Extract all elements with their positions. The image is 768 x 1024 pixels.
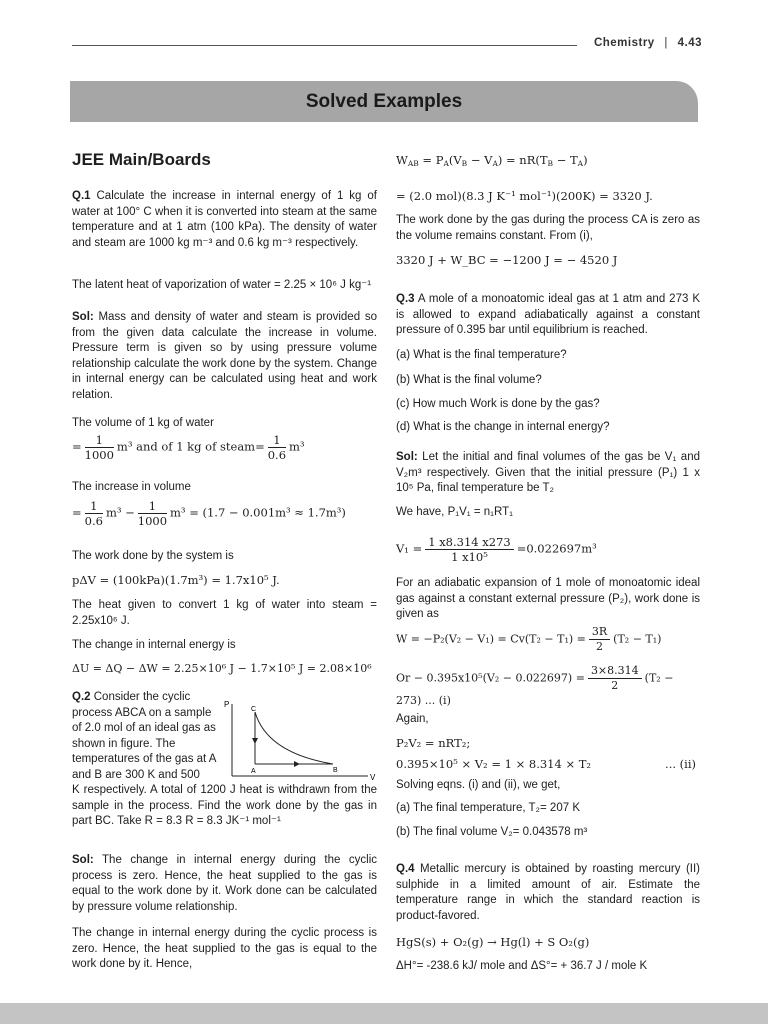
banner-title: Solved Examples xyxy=(305,90,463,112)
q4-label: Q.4 xyxy=(396,863,415,875)
q3-block xyxy=(396,292,700,339)
or-tail: (T₂ − 273) ... (i) xyxy=(396,671,674,707)
sol1-block xyxy=(72,310,377,403)
v-axis-label: V xyxy=(370,773,376,782)
q3-b: (b) What is the final volume? xyxy=(396,374,542,386)
point-b-label: B xyxy=(333,767,338,774)
pv-cycle-diagram xyxy=(222,698,378,784)
sol1-label: Sol: xyxy=(72,311,94,323)
wab-equation: $W_{AB} = P_A(V_B - V_A) = nR(T_B - T_A)$ xyxy=(396,153,588,168)
solved-examples-banner xyxy=(70,81,698,122)
change-equation: ΔU = ΔQ − ΔW = 2.25×10⁶ J − 1.7×10⁵ J = 2.08×10⁶ xyxy=(72,662,372,675)
answer-a: (a) The final temperature, T₂= 207 K xyxy=(396,802,580,814)
arrow-ab xyxy=(294,761,300,767)
wab-result: = (2.0 mol)(8.3 J K⁻¹ mol⁻¹)(200K) = 3320 J. xyxy=(396,189,653,203)
or-num: 3×8.314 xyxy=(588,664,642,679)
arrow-ca xyxy=(252,738,258,744)
thermo-values: ΔH°= -238.6 kJ/ mole and ΔS°= + 36.7 J / mole K xyxy=(396,960,648,972)
point-a-label: A xyxy=(251,768,256,775)
q4-block xyxy=(396,862,700,924)
eq2-tag: ... (ii) xyxy=(665,757,696,771)
have-equation: We have, P₁V₁ = n₁RT₁ xyxy=(396,506,514,518)
sol2-text: The change in internal energy during the cyclic process is zero. Hence, the heat supplied to the gas is equal to the work done by it. Work done can be calculated by pressure volume relationship. xyxy=(72,854,377,913)
w-tail: (T₂ − T₁) xyxy=(613,632,662,646)
v1-rhs: =0.022697m³ xyxy=(516,541,597,556)
p2v2-equation: P₂V₂ = nRT₂; xyxy=(396,736,471,750)
p-axis-label: P xyxy=(224,700,230,709)
q3-d: (d) What is the change in internal energy? xyxy=(396,421,610,433)
or-equation xyxy=(396,664,700,709)
q3-text: A mole of a monoatomic ideal gas at 1 atm and 273 K is allowed to expand adiabatically against a constant pressure of 0.395 bar until equilibrium is reached. xyxy=(396,293,700,336)
wbc-equation: 3320 J + W_BC = −1200 J = − 4520 J xyxy=(396,253,618,267)
sol3-block xyxy=(396,450,700,497)
ca-text: The work done by the gas during the process CA is zero as the volume remains constant. From (i), xyxy=(396,214,700,242)
latent-heat-text: The latent heat of vaporization of water = 2.25 × 10⁶ J kg⁻¹ xyxy=(72,279,372,291)
q1-block xyxy=(72,189,377,251)
q2-text-a: Consider the cyclic process ABCA on a sample of 2.0 mol of an ideal gas as shown in figure. The temperatures of the gas at A and B are 300 K and 500 xyxy=(72,691,216,781)
sol3-text: Let the initial and final volumes of the gas be V₁ and V₂m³ respectively. Given that the initial pressure (P₁) 1 x 10⁵ Pa, final temperature be T₂ xyxy=(396,451,700,494)
q1-label: Q.1 xyxy=(72,190,91,202)
solving-text: Solving eqns. (i) and (ii), we get, xyxy=(396,779,561,791)
q3-label: Q.3 xyxy=(396,293,415,305)
header-subject: Chemistry xyxy=(593,37,655,49)
q2-block xyxy=(72,690,220,783)
sol1-text: Mass and density of water and steam is provided so from the given data calculate the increase in volume. Pressure term is given so by using pressure volume relationship calculate the work done by the system. Change in internal energy can be calculated using heat and work relation. xyxy=(72,311,377,401)
v1-lhs: V₁ = xyxy=(396,541,423,556)
header-rule xyxy=(72,45,577,46)
sol2-block xyxy=(72,853,377,915)
v1-num: 1 x8.314 x273 xyxy=(425,535,513,550)
reaction-equation: HgS(s) + O₂(g) → Hg(l) + S O₂(g) xyxy=(396,935,590,949)
q2-text-b: K respectively. A total of 1200 J heat is withdrawn from the sample in the process. Find the work done by the gas in part BC. Take R = 8.3 R = 8.3 JK⁻¹ mol⁻¹ xyxy=(72,784,377,827)
w-eq: W = −P₂(V₂ − V₁) = Cv(T₂ − T₁) = xyxy=(396,632,586,646)
work-adiabatic-equation xyxy=(396,625,700,654)
vol-eq-a: m³ and of 1 kg of steam= xyxy=(116,439,265,454)
increase-volume-text: The increase in volume xyxy=(72,481,191,493)
work-text: The work done by the system is xyxy=(72,550,234,562)
q3-a: (a) What is the final temperature? xyxy=(396,349,567,361)
increase-volume-equation: = $\frac{1}{0.6}$ m³ − $\frac{1}{1000}$ m³ = (1.7 − 0.001m³ ≈ 1.7m³) xyxy=(72,499,346,528)
footer-bar xyxy=(0,1003,768,1024)
sol2-text-b: The change in internal energy during the cyclic process is zero. Hence, the heat supplied to the gas is equal to the work done by it. Hence, xyxy=(72,927,377,970)
q2-label: Q.2 xyxy=(72,691,91,703)
change-text: The change in internal energy is xyxy=(72,639,236,651)
eq2-text: 0.395×10⁵ × V₂ = 1 × 8.314 × T₂ xyxy=(396,757,592,771)
inc-eq-text: m³ = (1.7 − 0.001m³ ≈ 1.7m³) xyxy=(170,505,346,520)
q3-c: (c) How much Work is done by the gas? xyxy=(396,398,600,410)
answer-b: (b) The final volume V₂= 0.043578 m³ xyxy=(396,826,588,838)
eq2-equation xyxy=(396,757,700,773)
running-header xyxy=(594,37,702,49)
adiabatic-text: For an adiabatic expansion of 1 mole of monoatomic ideal gas against a constant external pressure (P₂), work done is given as xyxy=(396,577,700,620)
work-equation: pΔV = (100kPa)(1.7m³) = 1.7x10⁵ J. xyxy=(72,573,280,587)
sol2-label-text: Sol: xyxy=(72,854,94,866)
point-c-label: C xyxy=(251,706,257,713)
or-den: 2 xyxy=(611,679,619,692)
header-separator: | xyxy=(664,37,668,49)
section-title: JEE Main/Boards xyxy=(72,150,211,169)
page-number: 4.43 xyxy=(677,37,702,49)
q1-text: Calculate the increase in internal energy of 1 kg of water at 100° C when it is converted into steam at the same temperature and at 1 atm (100 kPa). The density of water and steam are 1000 kg m⁻³ and 0.6 kg m⁻³ respectively. xyxy=(72,190,377,249)
w-den: 2 xyxy=(596,640,604,653)
w-num: 3R xyxy=(589,625,610,640)
volume-text: The volume of 1 kg of water xyxy=(72,417,214,429)
v1-den: 1 x10⁵ xyxy=(451,550,488,564)
q4-text: Metallic mercury is obtained by roasting mercury (II) sulphide in a limited amount of air. Estimate the temperature range in which the standard reaction is product-favored. xyxy=(396,863,700,922)
v1-equation xyxy=(396,535,700,564)
volume-equation: = $\frac{1}{1000}$ m³ and of 1 kg of steam= $\frac{1}{0.6}$ m³ xyxy=(72,433,305,462)
again-text: Again, xyxy=(396,713,429,725)
heat-text: The heat given to convert 1 kg of water into steam = 2.25x10⁶ J. xyxy=(72,599,377,627)
or-lhs: Or − 0.395x10⁵(V₂ − 0.022697) = xyxy=(396,671,585,685)
vol-eq-b: m³ xyxy=(289,439,305,454)
path-bc xyxy=(255,712,333,764)
sol3-label: Sol: xyxy=(396,451,418,463)
